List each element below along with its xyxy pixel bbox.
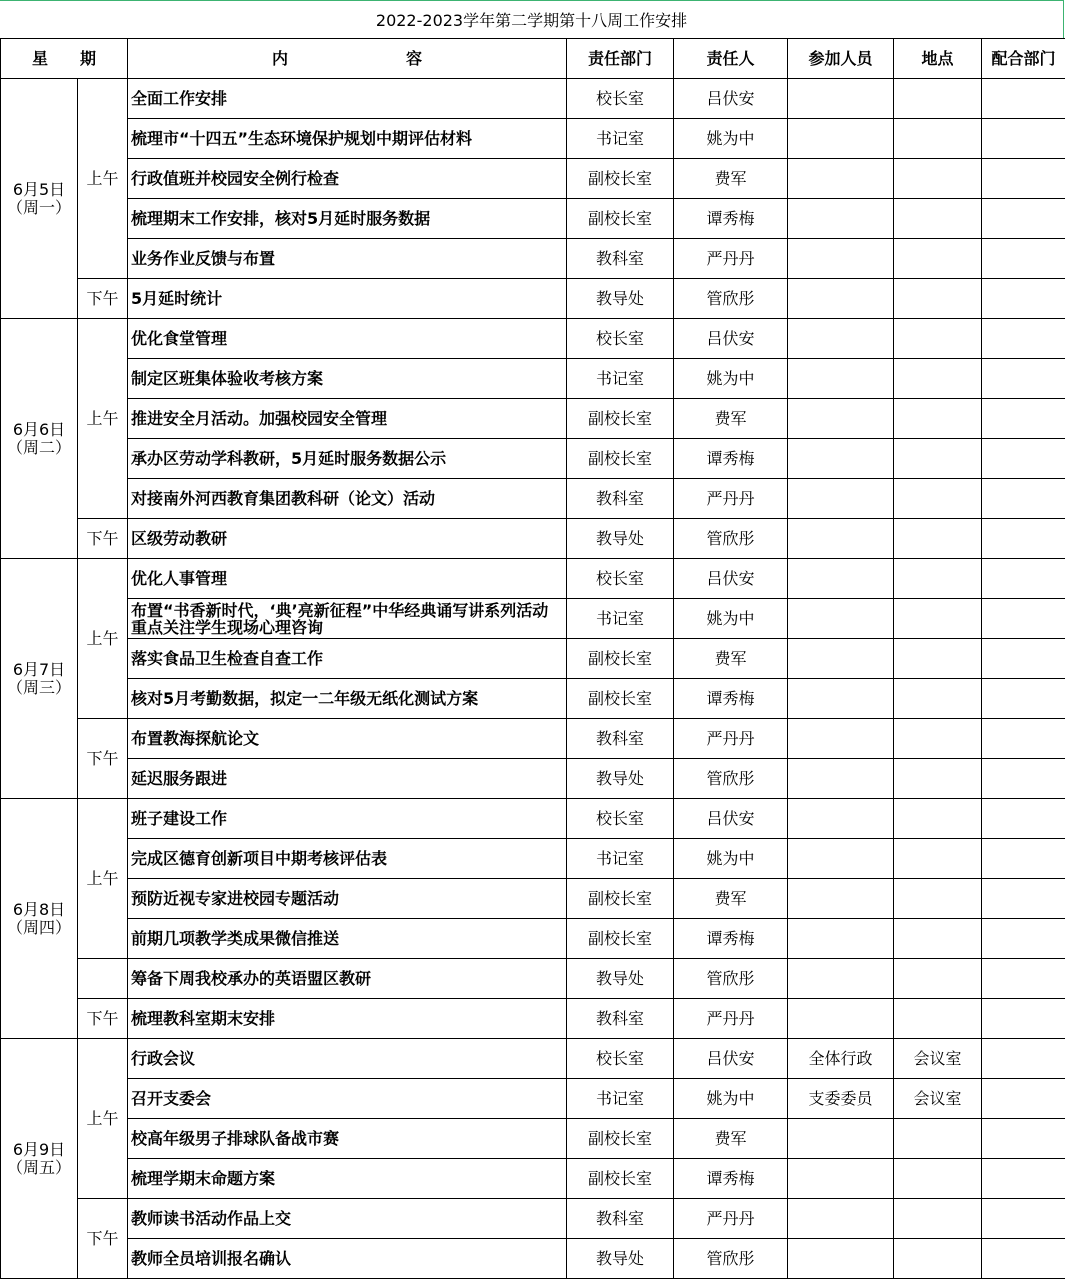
table-row bbox=[1, 1239, 1065, 1279]
participants-cell bbox=[788, 919, 894, 959]
header-person: 责任人 bbox=[674, 39, 788, 79]
day-weekday: （周五） bbox=[7, 1158, 71, 1177]
content-cell: 召开支委会 bbox=[128, 1079, 567, 1119]
period-cell bbox=[78, 959, 128, 999]
coop-cell bbox=[982, 399, 1065, 439]
dept-cell: 校长室 bbox=[567, 79, 674, 119]
content-cell: 推进安全月活动。加强校园安全管理 bbox=[128, 399, 567, 439]
location-cell bbox=[894, 1159, 982, 1199]
coop-cell bbox=[982, 119, 1065, 159]
location-cell bbox=[894, 1119, 982, 1159]
table-row bbox=[1, 479, 1065, 519]
content-cell: 班子建设工作 bbox=[128, 799, 567, 839]
header-content bbox=[128, 39, 567, 79]
header-content-left: 内 bbox=[272, 49, 288, 68]
coop-cell bbox=[982, 799, 1065, 839]
coop-cell bbox=[982, 1199, 1065, 1239]
participants-cell bbox=[788, 559, 894, 599]
coop-cell bbox=[982, 1039, 1065, 1079]
content-cell: 梳理学期末命题方案 bbox=[128, 1159, 567, 1199]
table-row bbox=[1, 719, 1065, 759]
dept-cell: 副校长室 bbox=[567, 879, 674, 919]
coop-cell bbox=[982, 719, 1065, 759]
participants-cell bbox=[788, 959, 894, 999]
day-date-cell bbox=[1, 79, 78, 319]
person-cell: 费军 bbox=[674, 1119, 788, 1159]
participants-cell bbox=[788, 79, 894, 119]
dept-cell: 书记室 bbox=[567, 839, 674, 879]
person-cell: 管欣彤 bbox=[674, 279, 788, 319]
dept-cell: 副校长室 bbox=[567, 679, 674, 719]
dept-cell: 校长室 bbox=[567, 799, 674, 839]
participants-cell bbox=[788, 399, 894, 439]
header-row bbox=[1, 39, 1065, 79]
participants-cell bbox=[788, 119, 894, 159]
participants-cell bbox=[788, 679, 894, 719]
coop-cell bbox=[982, 1239, 1065, 1279]
content-cell: 布置“书香新时代，‘典’亮新征程”中华经典诵写讲系列活动 重点关注学生现场心理咨询 bbox=[128, 599, 567, 639]
location-cell: 会议室 bbox=[894, 1039, 982, 1079]
location-cell bbox=[894, 559, 982, 599]
content-cell: 前期几项教学类成果微信推送 bbox=[128, 919, 567, 959]
content-cell: 布置教海探航论文 bbox=[128, 719, 567, 759]
page-title: 2022-2023学年第二学期第十八周工作安排 bbox=[0, 0, 1064, 38]
table-row bbox=[1, 1159, 1065, 1199]
day-date: 6月9日 bbox=[13, 1140, 65, 1159]
dept-cell: 书记室 bbox=[567, 359, 674, 399]
location-cell bbox=[894, 519, 982, 559]
person-cell: 谭秀梅 bbox=[674, 919, 788, 959]
location-cell bbox=[894, 719, 982, 759]
participants-cell: 全体行政 bbox=[788, 1039, 894, 1079]
dept-cell: 副校长室 bbox=[567, 919, 674, 959]
person-cell: 费军 bbox=[674, 879, 788, 919]
person-cell: 费军 bbox=[674, 639, 788, 679]
participants-cell bbox=[788, 1239, 894, 1279]
content-cell: 区级劳动教研 bbox=[128, 519, 567, 559]
period-cell: 上午 bbox=[78, 799, 128, 959]
dept-cell: 教导处 bbox=[567, 959, 674, 999]
day-date-cell bbox=[1, 319, 78, 559]
table-row bbox=[1, 199, 1065, 239]
location-cell bbox=[894, 239, 982, 279]
table-row bbox=[1, 359, 1065, 399]
location-cell bbox=[894, 959, 982, 999]
location-cell bbox=[894, 119, 982, 159]
dept-cell: 教科室 bbox=[567, 479, 674, 519]
person-cell: 谭秀梅 bbox=[674, 679, 788, 719]
day-weekday: （周三） bbox=[7, 678, 71, 697]
header-location: 地点 bbox=[894, 39, 982, 79]
dept-cell: 教科室 bbox=[567, 999, 674, 1039]
participants-cell bbox=[788, 359, 894, 399]
header-weekday: 星 期 bbox=[1, 39, 128, 79]
dept-cell: 教科室 bbox=[567, 1199, 674, 1239]
period-cell: 下午 bbox=[78, 719, 128, 799]
content-cell: 5月延时统计 bbox=[128, 279, 567, 319]
participants-cell bbox=[788, 879, 894, 919]
day-date-cell bbox=[1, 1039, 78, 1279]
person-cell: 吕伏安 bbox=[674, 79, 788, 119]
day-date-cell bbox=[1, 799, 78, 1039]
dept-cell: 副校长室 bbox=[567, 1119, 674, 1159]
person-cell: 管欣彤 bbox=[674, 759, 788, 799]
dept-cell: 教导处 bbox=[567, 1239, 674, 1279]
content-cell: 梳理期末工作安排，核对5月延时服务数据 bbox=[128, 199, 567, 239]
table-row bbox=[1, 879, 1065, 919]
content-cell: 梳理教科室期末安排 bbox=[128, 999, 567, 1039]
table-row bbox=[1, 679, 1065, 719]
location-cell bbox=[894, 199, 982, 239]
location-cell bbox=[894, 599, 982, 639]
day-date-cell bbox=[1, 559, 78, 799]
participants-cell bbox=[788, 279, 894, 319]
day-weekday: （周一） bbox=[7, 198, 71, 217]
location-cell bbox=[894, 319, 982, 359]
person-cell: 谭秀梅 bbox=[674, 199, 788, 239]
person-cell: 严丹丹 bbox=[674, 479, 788, 519]
location-cell bbox=[894, 759, 982, 799]
participants-cell bbox=[788, 319, 894, 359]
dept-cell: 副校长室 bbox=[567, 1159, 674, 1199]
location-cell bbox=[894, 1199, 982, 1239]
dept-cell: 教导处 bbox=[567, 519, 674, 559]
coop-cell bbox=[982, 519, 1065, 559]
location-cell bbox=[894, 879, 982, 919]
period-cell: 下午 bbox=[78, 279, 128, 319]
participants-cell bbox=[788, 719, 894, 759]
coop-cell bbox=[982, 839, 1065, 879]
person-cell: 姚为中 bbox=[674, 599, 788, 639]
dept-cell: 校长室 bbox=[567, 1039, 674, 1079]
table-row bbox=[1, 959, 1065, 999]
location-cell: 会议室 bbox=[894, 1079, 982, 1119]
person-cell: 吕伏安 bbox=[674, 319, 788, 359]
person-cell: 吕伏安 bbox=[674, 799, 788, 839]
coop-cell bbox=[982, 1159, 1065, 1199]
content-cell: 对接南外河西教育集团教科研（论文）活动 bbox=[128, 479, 567, 519]
header-content-right: 容 bbox=[406, 49, 422, 68]
content-cell: 延迟服务跟进 bbox=[128, 759, 567, 799]
coop-cell bbox=[982, 919, 1065, 959]
dept-cell: 副校长室 bbox=[567, 399, 674, 439]
person-cell: 管欣彤 bbox=[674, 1239, 788, 1279]
location-cell bbox=[894, 679, 982, 719]
person-cell: 严丹丹 bbox=[674, 999, 788, 1039]
content-cell: 全面工作安排 bbox=[128, 79, 567, 119]
person-cell: 费军 bbox=[674, 399, 788, 439]
coop-cell bbox=[982, 959, 1065, 999]
dept-cell: 教导处 bbox=[567, 279, 674, 319]
participants-cell bbox=[788, 519, 894, 559]
table-row bbox=[1, 759, 1065, 799]
table-row bbox=[1, 1079, 1065, 1119]
day-date: 6月6日 bbox=[13, 420, 65, 439]
content-cell: 教师全员培训报名确认 bbox=[128, 1239, 567, 1279]
table-row bbox=[1, 279, 1065, 319]
period-cell: 下午 bbox=[78, 999, 128, 1039]
table-row bbox=[1, 1199, 1065, 1239]
coop-cell bbox=[982, 639, 1065, 679]
participants-cell: 支委委员 bbox=[788, 1079, 894, 1119]
coop-cell bbox=[982, 199, 1065, 239]
content-cell: 筹备下周我校承办的英语盟区教研 bbox=[128, 959, 567, 999]
person-cell: 姚为中 bbox=[674, 1079, 788, 1119]
dept-cell: 副校长室 bbox=[567, 639, 674, 679]
coop-cell bbox=[982, 599, 1065, 639]
table-row bbox=[1, 119, 1065, 159]
header-dept: 责任部门 bbox=[567, 39, 674, 79]
person-cell: 严丹丹 bbox=[674, 1199, 788, 1239]
location-cell bbox=[894, 639, 982, 679]
content-cell: 优化人事管理 bbox=[128, 559, 567, 599]
participants-cell bbox=[788, 439, 894, 479]
participants-cell bbox=[788, 599, 894, 639]
location-cell bbox=[894, 839, 982, 879]
coop-cell bbox=[982, 479, 1065, 519]
content-cell: 校高年级男子排球队备战市赛 bbox=[128, 1119, 567, 1159]
participants-cell bbox=[788, 759, 894, 799]
period-cell: 上午 bbox=[78, 559, 128, 719]
table-row bbox=[1, 999, 1065, 1039]
table-row bbox=[1, 159, 1065, 199]
table-row bbox=[1, 439, 1065, 479]
location-cell bbox=[894, 159, 982, 199]
content-cell: 优化食堂管理 bbox=[128, 319, 567, 359]
table-row bbox=[1, 399, 1065, 439]
location-cell bbox=[894, 999, 982, 1039]
person-cell: 吕伏安 bbox=[674, 559, 788, 599]
day-date: 6月8日 bbox=[13, 900, 65, 919]
participants-cell bbox=[788, 1119, 894, 1159]
person-cell: 姚为中 bbox=[674, 119, 788, 159]
coop-cell bbox=[982, 999, 1065, 1039]
coop-cell bbox=[982, 559, 1065, 599]
participants-cell bbox=[788, 1199, 894, 1239]
day-date: 6月5日 bbox=[13, 180, 65, 199]
coop-cell bbox=[982, 679, 1065, 719]
person-cell: 管欣彤 bbox=[674, 959, 788, 999]
content-cell: 承办区劳动学科教研，5月延时服务数据公示 bbox=[128, 439, 567, 479]
participants-cell bbox=[788, 479, 894, 519]
participants-cell bbox=[788, 799, 894, 839]
location-cell bbox=[894, 79, 982, 119]
content-cell: 落实食品卫生检查自查工作 bbox=[128, 639, 567, 679]
location-cell bbox=[894, 399, 982, 439]
table-row bbox=[1, 519, 1065, 559]
table-row bbox=[1, 599, 1065, 639]
person-cell: 严丹丹 bbox=[674, 719, 788, 759]
table-row bbox=[1, 839, 1065, 879]
content-cell: 制定区班集体验收考核方案 bbox=[128, 359, 567, 399]
person-cell: 吕伏安 bbox=[674, 1039, 788, 1079]
dept-cell: 书记室 bbox=[567, 1079, 674, 1119]
table-row bbox=[1, 559, 1065, 599]
content-cell: 行政值班并校园安全例行检查 bbox=[128, 159, 567, 199]
schedule-table bbox=[0, 38, 1065, 1279]
participants-cell bbox=[788, 1159, 894, 1199]
location-cell bbox=[894, 439, 982, 479]
content-cell: 行政会议 bbox=[128, 1039, 567, 1079]
table-row bbox=[1, 79, 1065, 119]
header-participants: 参加人员 bbox=[788, 39, 894, 79]
coop-cell bbox=[982, 1119, 1065, 1159]
content-cell: 梳理市“十四五”生态环境保护规划中期评估材料 bbox=[128, 119, 567, 159]
content-cell: 教师读书活动作品上交 bbox=[128, 1199, 567, 1239]
participants-cell bbox=[788, 239, 894, 279]
table-row bbox=[1, 1119, 1065, 1159]
location-cell bbox=[894, 279, 982, 319]
coop-cell bbox=[982, 79, 1065, 119]
period-cell: 下午 bbox=[78, 1199, 128, 1279]
content-cell: 业务作业反馈与布置 bbox=[128, 239, 567, 279]
location-cell bbox=[894, 919, 982, 959]
table-row bbox=[1, 799, 1065, 839]
table-row bbox=[1, 1039, 1065, 1079]
dept-cell: 校长室 bbox=[567, 319, 674, 359]
dept-cell: 教导处 bbox=[567, 759, 674, 799]
content-cell: 完成区德育创新项目中期考核评估表 bbox=[128, 839, 567, 879]
coop-cell bbox=[982, 879, 1065, 919]
participants-cell bbox=[788, 839, 894, 879]
table-row bbox=[1, 319, 1065, 359]
person-cell: 严丹丹 bbox=[674, 239, 788, 279]
dept-cell: 书记室 bbox=[567, 119, 674, 159]
person-cell: 费军 bbox=[674, 159, 788, 199]
content-cell: 预防近视专家进校园专题活动 bbox=[128, 879, 567, 919]
dept-cell: 教科室 bbox=[567, 239, 674, 279]
location-cell bbox=[894, 1239, 982, 1279]
table-row bbox=[1, 639, 1065, 679]
coop-cell bbox=[982, 279, 1065, 319]
content-cell: 核对5月考勤数据，拟定一二年级无纸化测试方案 bbox=[128, 679, 567, 719]
coop-cell bbox=[982, 759, 1065, 799]
person-cell: 姚为中 bbox=[674, 359, 788, 399]
participants-cell bbox=[788, 639, 894, 679]
coop-cell bbox=[982, 159, 1065, 199]
period-cell: 上午 bbox=[78, 1039, 128, 1199]
period-cell: 下午 bbox=[78, 519, 128, 559]
dept-cell: 副校长室 bbox=[567, 199, 674, 239]
person-cell: 管欣彤 bbox=[674, 519, 788, 559]
period-cell: 上午 bbox=[78, 79, 128, 279]
location-cell bbox=[894, 799, 982, 839]
day-weekday: （周二） bbox=[7, 438, 71, 457]
table-row bbox=[1, 919, 1065, 959]
participants-cell bbox=[788, 199, 894, 239]
coop-cell bbox=[982, 319, 1065, 359]
dept-cell: 书记室 bbox=[567, 599, 674, 639]
person-cell: 谭秀梅 bbox=[674, 439, 788, 479]
dept-cell: 校长室 bbox=[567, 559, 674, 599]
coop-cell bbox=[982, 439, 1065, 479]
participants-cell bbox=[788, 999, 894, 1039]
period-cell: 上午 bbox=[78, 319, 128, 519]
table-row bbox=[1, 239, 1065, 279]
day-weekday: （周四） bbox=[7, 918, 71, 937]
person-cell: 姚为中 bbox=[674, 839, 788, 879]
participants-cell bbox=[788, 159, 894, 199]
location-cell bbox=[894, 359, 982, 399]
dept-cell: 副校长室 bbox=[567, 439, 674, 479]
dept-cell: 教科室 bbox=[567, 719, 674, 759]
header-coop: 配合部门 bbox=[982, 39, 1065, 79]
location-cell bbox=[894, 479, 982, 519]
day-date: 6月7日 bbox=[13, 660, 65, 679]
coop-cell bbox=[982, 1079, 1065, 1119]
person-cell: 谭秀梅 bbox=[674, 1159, 788, 1199]
coop-cell bbox=[982, 239, 1065, 279]
coop-cell bbox=[982, 359, 1065, 399]
dept-cell: 副校长室 bbox=[567, 159, 674, 199]
